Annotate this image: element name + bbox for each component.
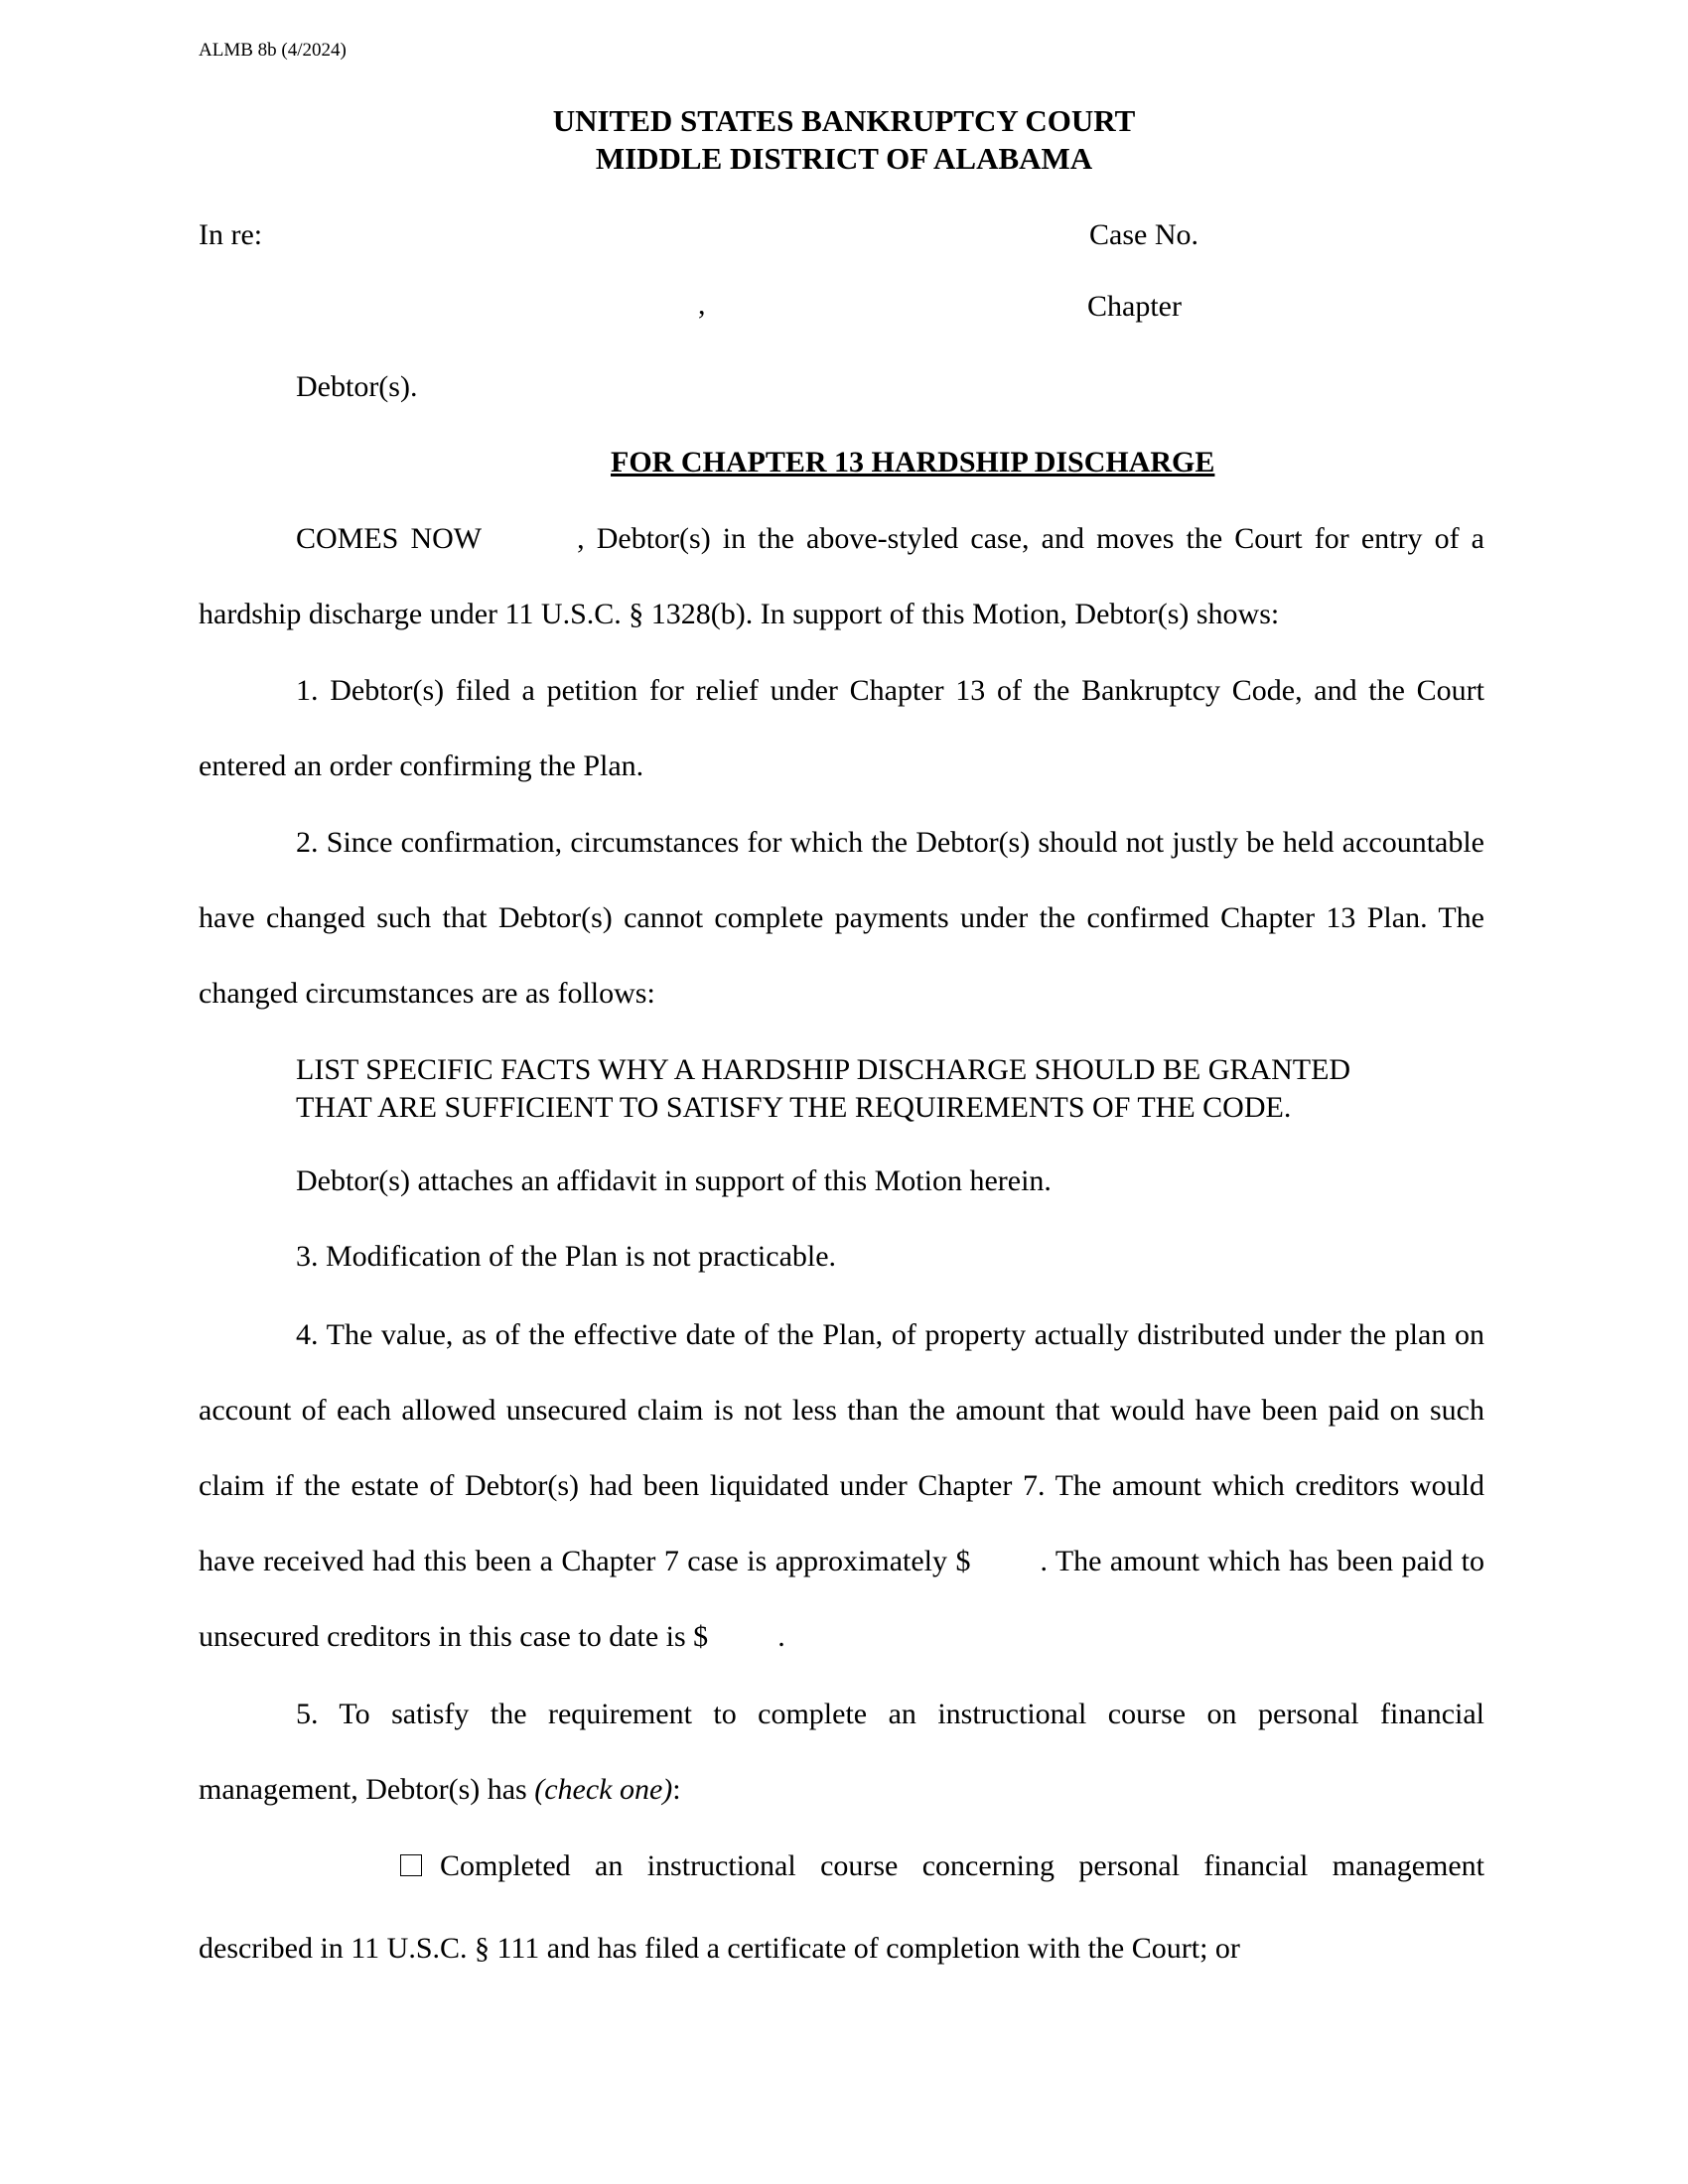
completed-course-checkbox[interactable] (400, 1854, 422, 1876)
item-4 (199, 1297, 1484, 1675)
facts-instruction-line-2: THAT ARE SUFFICIENT TO SATISFY THE REQUIREMENTS OF THE CODE. (296, 1091, 1292, 1124)
option-completed-course (400, 1849, 1484, 1883)
item-5-colon: : (672, 1773, 681, 1806)
item-5-text: 5. To satisfy the requirement to complete an instructional course on personal financial management, Debtor(s) has (199, 1698, 1484, 1806)
option-completed-line-1: Completed an instructional course concerning personal financial management (440, 1849, 1484, 1882)
in-re-label: In re: (199, 218, 263, 251)
item-4-text-2: . The amount which has been paid to unsecured creditors in this case to date is $ (199, 1545, 1484, 1653)
option-completed-line-2: described in 11 U.S.C. § 111 and has filed a certificate of completion with the Court; or (199, 1932, 1240, 1965)
item-4-period: . (777, 1620, 785, 1653)
affidavit-statement: Debtor(s) attaches an affidavit in support of this Motion herein. (296, 1164, 1052, 1197)
item-5 (199, 1677, 1484, 1828)
motion-title: FOR CHAPTER 13 HARDSHIP DISCHARGE (611, 446, 1215, 478)
intro-paragraph (199, 501, 1484, 652)
court-district: MIDDLE DISTRICT OF ALABAMA (595, 141, 1093, 176)
check-one-note: (check one) (534, 1773, 673, 1806)
item-4-text: 4. The value, as of the effective date of the Plan, of property actually distributed under the plan on account of each allowed unsecured claim is not less than the amount that would have been paid on such claim if the estate of Debtor(s) had been liquidated under Chapter 7. The amount which creditors would have received had this been a Chapter 7 case is approximately $ (199, 1318, 1484, 1577)
chapter-label: Chapter (1087, 290, 1182, 323)
form-id: ALMB 8b (4/2024) (199, 40, 347, 61)
item-2: 2. Since confirmation, circumstances for which the Debtor(s) should not justly be held accountable have changed such that Debtor(s) cannot complete payments under the confirmed Chapter 13 Plan. The changed circumstances are as follows: (199, 826, 1484, 1010)
intro-rest-text: , Debtor(s) in the above-styled case, and moves the Court for entry of a hardship discharge under 11 U.S.C. § 1328(b). In support of this Motion, Debtor(s) shows: (199, 522, 1484, 630)
item-3: 3. Modification of the Plan is not practicable. (296, 1240, 837, 1273)
caption-comma: , (698, 288, 706, 321)
court-name: UNITED STATES BANKRUPTCY COURT (552, 103, 1136, 138)
case-no-label: Case No. (1089, 218, 1198, 251)
facts-instruction (296, 1051, 1484, 1127)
comes-now-text: COMES NOW (296, 522, 483, 555)
debtors-label: Debtor(s). (296, 370, 418, 403)
item-1: 1. Debtor(s) filed a petition for relief under Chapter 13 of the Bankruptcy Code, and the Court entered an order confirming the Plan. (199, 674, 1484, 782)
facts-instruction-line-1: LIST SPECIFIC FACTS WHY A HARDSHIP DISCHARGE SHOULD BE GRANTED (296, 1053, 1351, 1086)
